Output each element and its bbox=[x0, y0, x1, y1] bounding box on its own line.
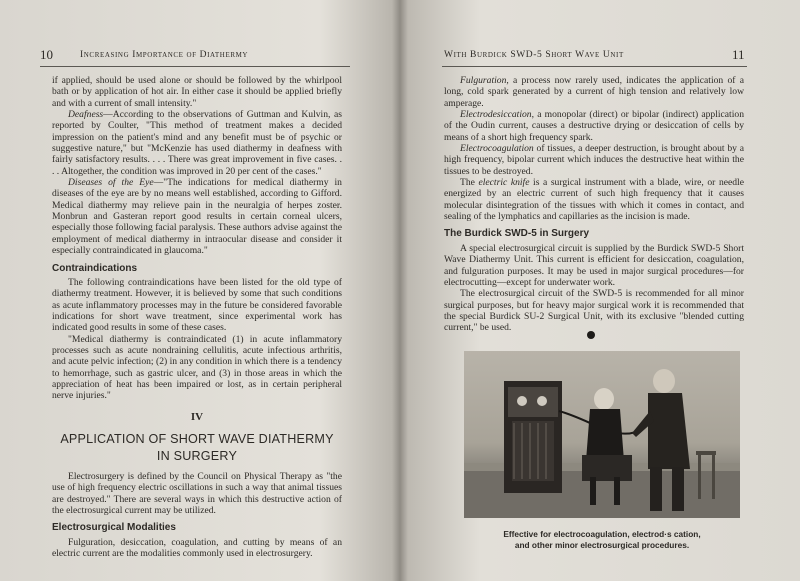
run-in-heading: electric knife bbox=[478, 177, 530, 189]
left-body bbox=[52, 75, 342, 559]
paragraph-eye bbox=[52, 177, 342, 256]
paragraph-text: —"The indications for medical diathermy in diseases of the eye are by no means well established, according to Gifford. Medical diathermy may relieve pain in the neuralgia of herpes zoster. Monbrun and Gasteran report good results in certain corneal ulcers, especially those following facial paralysis. These authors advise against the employment of medical diathermy in intraocular disease and consider it especially contraindicated in glaucoma." bbox=[52, 177, 342, 257]
paragraph-text: —According to the observations of Guttman and Kulvin, as reported by Coulter, "This method of treatment makes a decided impression on the patient's mind and any benefit must be of psychic or suggestive nature," but "McKenzie has used diathermy in deafness with fairly satisfactory results. . . . There was great improvement in five cases. . . . Altogether, the condition was improved in 20 per cent of the cases." bbox=[52, 109, 342, 177]
left-page bbox=[0, 0, 398, 581]
photograph-diathermy-unit bbox=[464, 351, 740, 518]
paragraph: The following contraindications have been listed for the old type of diathermy treatment. However, it is believed by some that such conditions as acute inflammatory processes may in the future be considered favorable indications for short wave treatment, since experimental work has indicated good results in some of these cases. bbox=[52, 276, 342, 334]
paragraph-electrocoagulation bbox=[444, 143, 744, 177]
paragraph-text: is a surgical instrument with a blade, wire, or needle energized by an electric current of such high frequency that it causes molecular disintegration of the tissues with which it comes in contact, and sealing of the lymphatics and capillaries as the incision is made. bbox=[444, 177, 744, 223]
right-body bbox=[444, 75, 744, 334]
header-rule-right bbox=[442, 66, 747, 67]
run-in-heading: Electrocoagulation bbox=[460, 143, 534, 155]
paragraph-electrodesiccation bbox=[444, 109, 744, 143]
page-number-left: 10 bbox=[40, 47, 53, 62]
run-in-heading: Diseases of the Eye bbox=[68, 177, 154, 189]
paragraph: A special electrosurgical circuit is supplied by the Burdick SWD-5 Short Wave Diathermy Unit. This current is efficient for desiccation, coagulation, and fulguration purposes. It may be used in major surgical procedures—for electrocutting—except for underwater work. bbox=[444, 242, 744, 288]
paragraph-text: , a process now rarely used, indicates the application of a long, cold spark generated by a current of high tension and relatively low amperage. bbox=[444, 75, 744, 109]
heading-modalities: Electrosurgical Modalities bbox=[52, 522, 176, 534]
paragraph-fulguration bbox=[444, 75, 744, 109]
run-in-heading: Fulguration bbox=[460, 75, 507, 86]
run-in-heading: Electrodesiccation bbox=[460, 109, 532, 121]
chapter-title-line-2: IN SURGERY bbox=[156, 448, 238, 463]
header-rule-left bbox=[40, 66, 350, 67]
run-in-heading: Deafness bbox=[68, 109, 104, 121]
photo-illustration bbox=[464, 351, 740, 518]
photo-caption-line-1: Effective for electrocoagulation, electrod·s cation, bbox=[503, 529, 701, 539]
photo-caption bbox=[442, 529, 762, 551]
paragraph: The electrosurgical circuit of the SWD-5 is recommended for all minor surgical purposes, but for heavy major surgical work it is recommended that the special Burdick SU-2 Surgical Unit, with its exclusive "blended cutting current," be used. bbox=[444, 288, 744, 334]
paragraph: Fulguration, desiccation, coagulation, and cutting by means of an electric current are the modalities commonly used in electrosurgery. bbox=[52, 536, 342, 560]
chapter-number: IV bbox=[190, 410, 204, 423]
photo-caption-line-2: and other minor electrosurgical procedures. bbox=[514, 540, 690, 550]
paragraph-text: , a monopolar (direct) or bipolar (indirect) application of the Oudin current, causes a destructive drying or desiccation of cells by means of a short high frequency spark. bbox=[444, 109, 744, 143]
right-page bbox=[402, 0, 800, 581]
running-head-right: With Burdick SWD-5 Short Wave Unit bbox=[444, 50, 624, 60]
chapter-title-line-1: APPLICATION OF SHORT WAVE DIATHERMY bbox=[60, 431, 334, 446]
paragraph-deafness bbox=[52, 109, 342, 177]
paragraph-text: of tissues, a deeper destruction, is brought about by a high frequency, bipolar current which induces the destructive heat within the tissues to be destroyed. bbox=[444, 143, 744, 177]
paragraph-electric-knife bbox=[444, 177, 744, 222]
heading-burdick-surgery: The Burdick SWD-5 in Surgery bbox=[444, 228, 590, 240]
paragraph: if applied, should be used alone or should be followed by the whirlpool bath or by application of hot air. In either case it should be applied briefly and with a current of small intensity." bbox=[52, 75, 342, 109]
page-number-right: 11 bbox=[732, 47, 745, 62]
paragraph-text: The bbox=[460, 177, 479, 189]
bullet-ornament bbox=[587, 331, 595, 339]
heading-contraindications: Contraindications bbox=[52, 262, 138, 274]
running-head-left: Increasing Importance of Diathermy bbox=[80, 50, 249, 60]
paragraph: "Medical diathermy is contraindicated (1) in acute inflammatory processes such as acute nondraining cellulitis, acute infectious arthritis, and acute pelvic infection; (2) in any condition in which there is a tendency to hemorrhage, such as gastric ulcer, and (3) in those areas in which the appreciation of heat has been impaired or lost, as in certain peripheral nerve injuries." bbox=[52, 333, 342, 402]
chapter-title bbox=[52, 431, 342, 465]
paragraph: Electrosurgery is defined by the Council on Physical Therapy as "the use of high frequency electric oscillations in such a way that animal tissues are destroyed." There are several ways in which this destructive action of the electrosurgical current may be utilized. bbox=[52, 470, 342, 516]
